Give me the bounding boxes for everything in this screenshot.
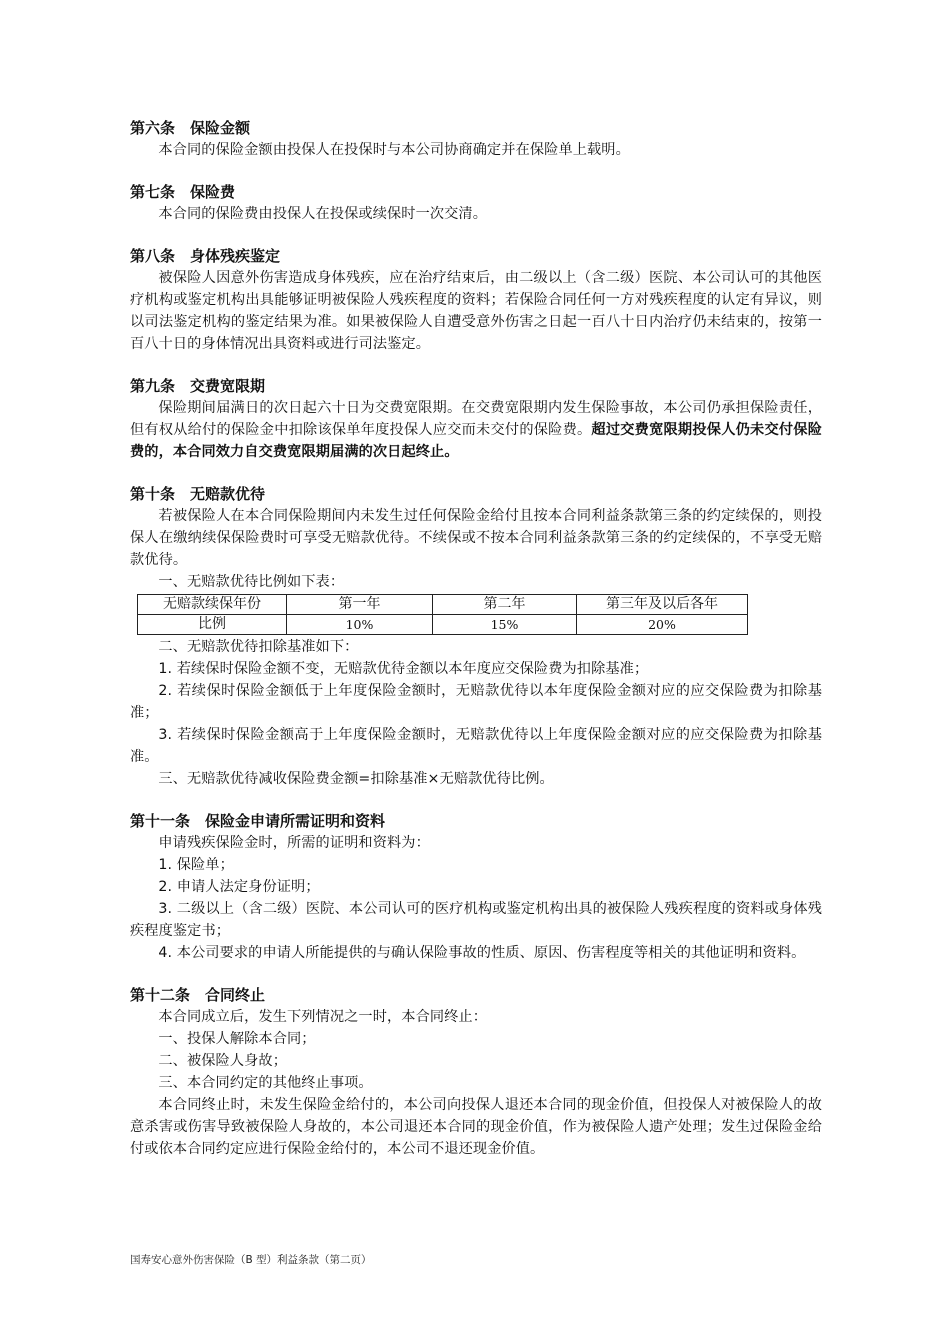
table-cell: 10%	[287, 615, 433, 635]
list-item: 三、本合同约定的其他终止事项。	[158, 1075, 373, 1091]
article-11	[130, 810, 822, 964]
article-paragraph: 本合同终止时，未发生保险金给付的，本公司向投保人退还本合同的现金价值，但投保人对被保险人的故意杀害或伤害导致被保险人身故的，本公司退还本合同的现金价值，作为被保险人遗产处理；发生过保险金给付或依本合同约定应进行保险金给付的，本公司不退还现金价值。	[130, 1097, 822, 1157]
document-body	[130, 117, 822, 1160]
table-row	[138, 615, 748, 635]
bold-clause: 超过交费宽限期投保人仍未交付保险费的，本合同效力自交费宽限期届满的次日起终止。	[130, 422, 822, 460]
table-cell: 15%	[433, 615, 577, 635]
page-footer: 国寿安心意外伤害保险（B 型）利益条款（第二页）	[130, 1254, 372, 1266]
table-cell: 无赔款续保年份	[138, 595, 287, 615]
list-item: 2. 申请人法定身份证明；	[158, 879, 320, 895]
article-paragraph: 本合同的保险金额由投保人在投保时与本公司协商确定并在保险单上载明。	[158, 142, 630, 158]
article-12	[130, 984, 822, 1160]
list-item: 二、被保险人身故；	[158, 1053, 287, 1069]
article-heading: 第十条 无赔款优待	[130, 485, 266, 503]
discount-ratio-table	[137, 594, 748, 635]
paragraph-text: 保险期间届满日的次日起六十日为交费宽限期。在交费宽限期内发生保险事故，本公司仍承担保险责任，但有权从给付的保险金中扣除该保单年度投保人应交而未交付的保险费。	[130, 400, 822, 438]
list-item: 3. 若续保时保险金额高于上年度保险金额时，无赔款优待以上年度保险金额对应的应交保险费为扣除基准。	[130, 727, 822, 765]
list-item: 2. 若续保时保险金额低于上年度保险金额时，无赔款优待以本年度保险金额对应的应交保险费为扣除基准；	[130, 683, 822, 721]
article-7	[130, 181, 822, 225]
table-cell: 第三年及以后各年	[577, 595, 748, 615]
article-paragraph: 若被保险人在本合同保险期间内未发生过任何保险金给付且按本合同利益条款第三条的约定续保的，则投保人在缴纳续保保险费时可享受无赔款优待。不续保或不按本合同利益条款第三条的约定续保的，不享受无赔款优待。	[130, 508, 822, 568]
article-paragraph: 本合同的保险费由投保人在投保或续保时一次交清。	[158, 206, 488, 222]
table-intro: 一、无赔款优待比例如下表：	[158, 574, 345, 590]
article-8	[130, 245, 822, 355]
article-paragraph: 申请残疾保险金时，所需的证明和资料为：	[158, 835, 430, 851]
list-item: 1. 保险单；	[158, 857, 234, 873]
table-cell: 20%	[577, 615, 748, 635]
sub-clause: 二、无赔款优待扣除基准如下：	[158, 639, 359, 655]
list-item: 一、投保人解除本合同；	[158, 1031, 316, 1047]
article-heading: 第六条 保险金额	[130, 119, 251, 137]
article-paragraph	[130, 397, 822, 463]
table-header-row	[138, 595, 748, 615]
table-cell: 第一年	[287, 595, 433, 615]
article-heading: 第十一条 保险金申请所需证明和资料	[130, 812, 386, 830]
list-item: 4. 本公司要求的申请人所能提供的与确认保险事故的性质、原因、伤害程度等相关的其他证明和资料。	[158, 945, 806, 961]
article-heading: 第七条 保险费	[130, 183, 236, 201]
list-item: 1. 若续保时保险金额不变，无赔款优待金额以本年度应交保险费为扣除基准；	[158, 661, 649, 677]
article-paragraph: 本合同成立后，发生下列情况之一时，本合同终止：	[158, 1009, 488, 1025]
table-cell: 第二年	[433, 595, 577, 615]
table-cell: 比例	[138, 615, 287, 635]
list-item: 3. 二级以上（含二级）医院、本公司认可的医疗机构或鉴定机构出具的被保险人残疾程度的资料或身体残疾程度鉴定书；	[130, 901, 822, 939]
article-paragraph: 被保险人因意外伤害造成身体残疾，应在治疗结束后，由二级以上（含二级）医院、本公司认可的其他医疗机构或鉴定机构出具能够证明被保险人残疾程度的资料；若保险合同任何一方对残疾程度的认定有异议，则以司法鉴定机构的鉴定结果为准。如果被保险人自遭受意外伤害之日起一百八十日内治疗仍未结束的，按第一百八十日的身体情况出具资料或进行司法鉴定。	[130, 270, 822, 352]
article-6	[130, 117, 822, 161]
article-9	[130, 375, 822, 463]
article-heading: 第八条 身体残疾鉴定	[130, 247, 281, 265]
article-10	[130, 483, 822, 790]
article-heading: 第九条 交费宽限期	[130, 377, 266, 395]
sub-clause: 三、无赔款优待减收保险费金额=扣除基准×无赔款优待比例。	[158, 771, 554, 787]
article-heading: 第十二条 合同终止	[130, 986, 266, 1004]
